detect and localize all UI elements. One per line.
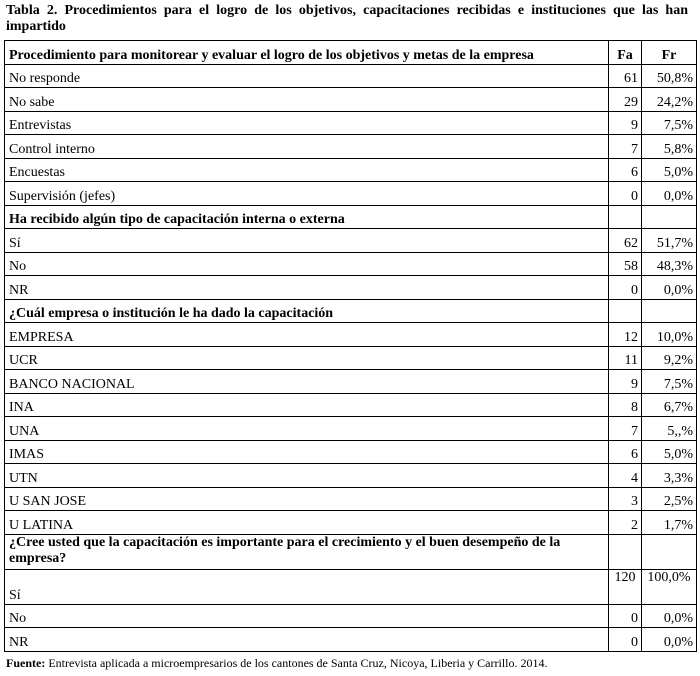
row-label: Sí [5, 569, 609, 604]
row-fr: 48,3% [642, 252, 697, 276]
table-row [5, 417, 697, 441]
row-label: INA [5, 393, 609, 417]
data-table [4, 40, 697, 652]
row-fr: 1,7% [642, 511, 697, 535]
row-fa: 0 [609, 182, 642, 206]
section-title: ¿Cree usted que la capacitación es importante para el crecimiento y el buen desempeño de la empresa? [5, 534, 609, 569]
row-fa: 0 [609, 276, 642, 300]
table-row [5, 440, 697, 464]
source-note [6, 656, 548, 670]
table-row [5, 346, 697, 370]
table-row [5, 464, 697, 488]
row-label: EMPRESA [5, 323, 609, 347]
row-fr: 5,8% [642, 135, 697, 159]
row-fr: 10,0% [642, 323, 697, 347]
row-fr: 0,0% [642, 604, 697, 628]
empty-cell [642, 534, 697, 569]
table-row [5, 393, 697, 417]
table-row [5, 182, 697, 206]
header-label: Procedimiento para monitorear y evaluar el logro de los objetivos y metas de la empresa [5, 41, 609, 65]
row-fr: 100,0% [642, 569, 697, 604]
section-title-row [5, 205, 697, 229]
table-row [5, 487, 697, 511]
row-fr: 9,2% [642, 346, 697, 370]
empty-cell [609, 534, 642, 569]
row-fr: 0,0% [642, 276, 697, 300]
table-row [5, 252, 697, 276]
row-label: BANCO NACIONAL [5, 370, 609, 394]
row-fr: 0,0% [642, 628, 697, 652]
source-label: Fuente: [6, 656, 46, 670]
row-label: UCR [5, 346, 609, 370]
table-row [5, 323, 697, 347]
table-row [5, 88, 697, 112]
header-fr: Fr [642, 41, 697, 65]
section-title: Ha recibido algún tipo de capacitación interna o externa [5, 205, 609, 229]
empty-cell [609, 205, 642, 229]
row-fa: 7 [609, 135, 642, 159]
header-row [5, 41, 697, 65]
row-fa: 7 [609, 417, 642, 441]
section-title-row [5, 299, 697, 323]
table-row [5, 158, 697, 182]
source-text: Entrevista aplicada a microempresarios de los cantones de Santa Cruz, Nicoya, Liberia y Carrillo. 2014. [45, 656, 548, 670]
empty-cell [609, 299, 642, 323]
row-fa: 9 [609, 370, 642, 394]
header-fa: Fa [609, 41, 642, 65]
row-label: Sí [5, 229, 609, 253]
row-fa: 2 [609, 511, 642, 535]
row-fr: 24,2% [642, 88, 697, 112]
row-label: No sabe [5, 88, 609, 112]
row-label: NR [5, 276, 609, 300]
row-label: U LATINA [5, 511, 609, 535]
row-label: IMAS [5, 440, 609, 464]
row-label: No [5, 252, 609, 276]
row-label: No [5, 604, 609, 628]
row-label: Control interno [5, 135, 609, 159]
row-fr: 2,5% [642, 487, 697, 511]
row-fa: 120 [609, 569, 642, 604]
table-caption: Tabla 2. Procedimientos para el logro de los objetivos, capacitaciones recibidas e instituciones que las han impartido [6, 3, 688, 34]
row-label: U SAN JOSE [5, 487, 609, 511]
row-fa: 6 [609, 158, 642, 182]
row-fa: 0 [609, 628, 642, 652]
row-fr: 5,0% [642, 440, 697, 464]
row-fr: 5,,% [642, 417, 697, 441]
row-fa: 29 [609, 88, 642, 112]
table-row [5, 569, 697, 604]
row-fr: 3,3% [642, 464, 697, 488]
row-label: UTN [5, 464, 609, 488]
row-fa: 0 [609, 604, 642, 628]
empty-cell [642, 205, 697, 229]
row-fr: 5,0% [642, 158, 697, 182]
row-fa: 61 [609, 64, 642, 88]
section-title-row [5, 534, 697, 569]
table-row [5, 135, 697, 159]
row-label: Entrevistas [5, 111, 609, 135]
row-label: Supervisión (jefes) [5, 182, 609, 206]
empty-cell [642, 299, 697, 323]
row-fr: 50,8% [642, 64, 697, 88]
row-fr: 0,0% [642, 182, 697, 206]
row-fa: 9 [609, 111, 642, 135]
row-fr: 51,7% [642, 229, 697, 253]
row-fa: 12 [609, 323, 642, 347]
row-label: Encuestas [5, 158, 609, 182]
row-fa: 4 [609, 464, 642, 488]
row-fa: 11 [609, 346, 642, 370]
table-row [5, 370, 697, 394]
table-row [5, 64, 697, 88]
table-row [5, 604, 697, 628]
row-fa: 58 [609, 252, 642, 276]
row-label: NR [5, 628, 609, 652]
row-fa: 6 [609, 440, 642, 464]
row-fr: 7,5% [642, 111, 697, 135]
row-fa: 8 [609, 393, 642, 417]
row-fr: 7,5% [642, 370, 697, 394]
row-fa: 3 [609, 487, 642, 511]
table-row [5, 628, 697, 652]
row-label: No responde [5, 64, 609, 88]
table-row [5, 111, 697, 135]
row-fa: 62 [609, 229, 642, 253]
table-row [5, 229, 697, 253]
row-fr: 6,7% [642, 393, 697, 417]
row-label: UNA [5, 417, 609, 441]
section-title: ¿Cuál empresa o institución le ha dado la capacitación [5, 299, 609, 323]
table-row [5, 276, 697, 300]
table-row [5, 511, 697, 535]
